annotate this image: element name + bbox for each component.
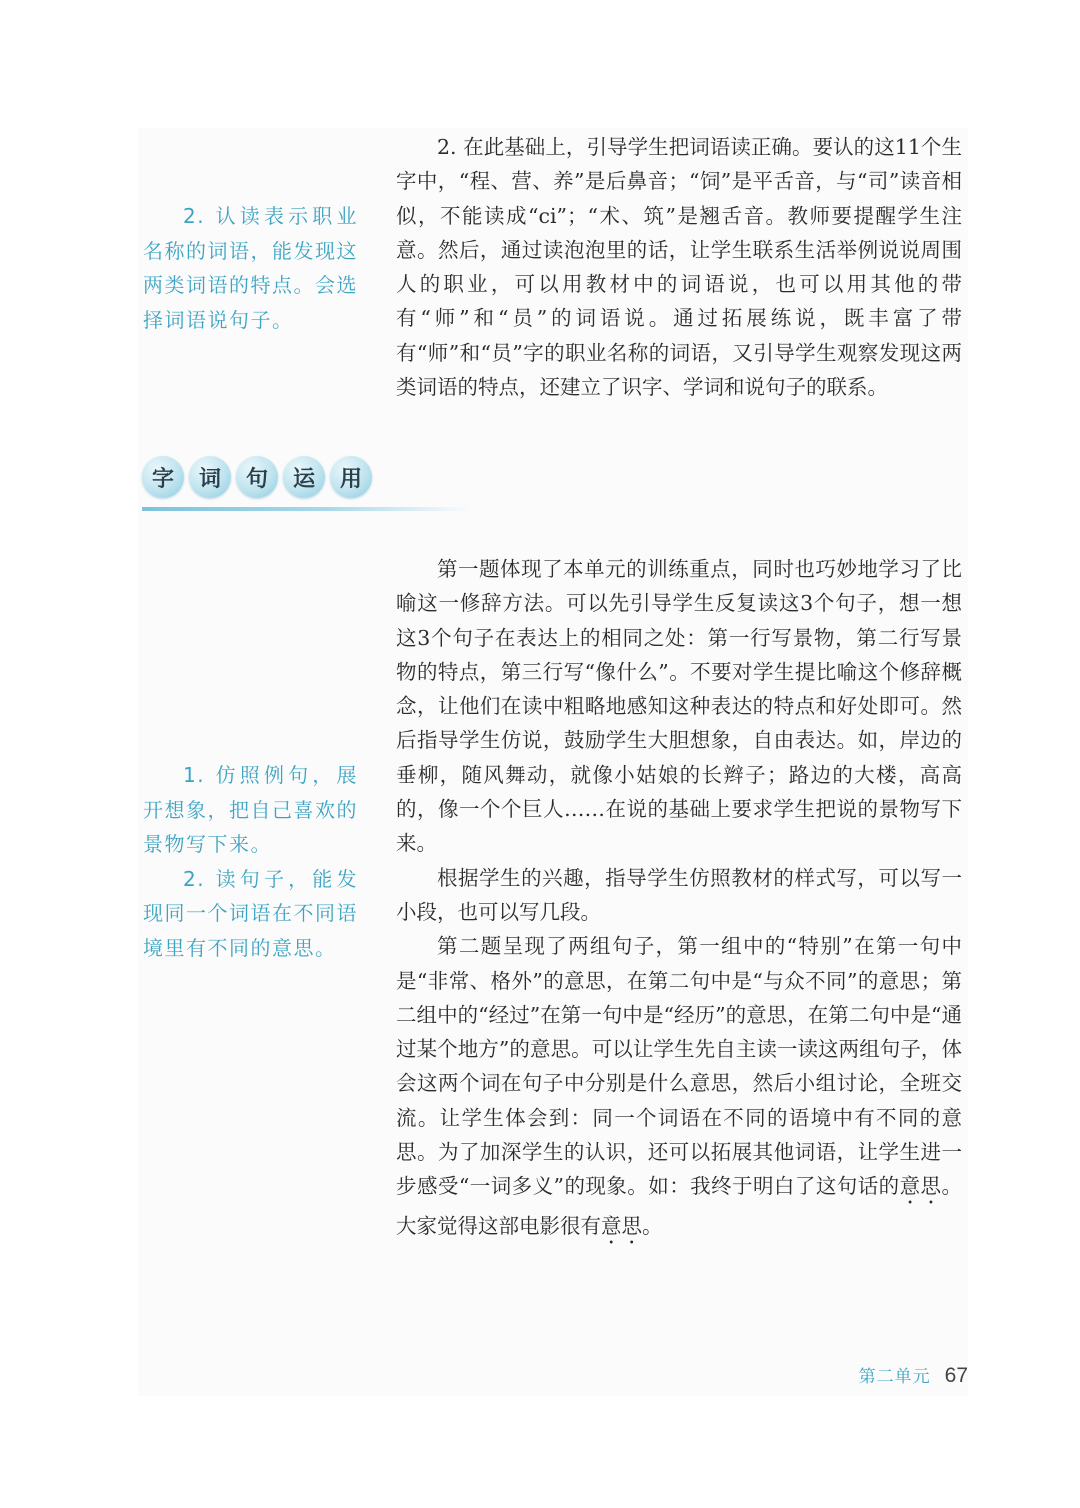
- heading-bubble-1: 字: [142, 456, 184, 498]
- paragraph-text-end: 。: [642, 1214, 663, 1239]
- body-text-top: [396, 130, 962, 404]
- heading-bubble-3: 句: [236, 456, 278, 498]
- heading-bubble-2: 词: [189, 456, 231, 498]
- margin-note-bottom: [143, 758, 358, 965]
- body-paragraph-2: 2. 在此基础上，引导学生把词语读正确。要认的这11个生字中，“程、营、养”是后鼻音；“饲”是平舌音，与“司”读音相似，不能读成“ci”；“术、筑”是翘舌音。教师要提醒学生注意。然后，通过读泡泡里的话，让学生联系生活举例说说周围人的职业，可以用教材中的词语说，也可以用其他的带有“师”和“员”的词语说。通过拓展练说，既丰富了带有“师”和“员”字的职业名称的词语，又引导学生观察发现这两类词语的特点，还建立了识字、学词和说句子的联系。: [396, 135, 962, 400]
- margin-note-2: 2. 认读表示职业名称的词语，能发现这两类词语的特点。会选择词语说句子。: [143, 204, 358, 332]
- section-heading: [142, 456, 372, 498]
- emphasized-word-2: 意思: [601, 1214, 642, 1239]
- heading-bubble-5: 用: [330, 456, 372, 498]
- body-paragraph-task-1: 第一题体现了本单元的训练重点，同时也巧妙地学习了比喻这一修辞方法。可以先引导学生反复读这3个句子，想一想这3个句子在表达上的相同之处：第一行写景物，第二行写景物的特点，第三行写“像什么”。不要对学生提比喻这个修辞概念，让他们在读中粗略地感知这种表达的特点和好处即可。然后指导学生仿说，鼓励学生大胆想象，自由表达。如，岸边的垂柳，随风舞动，就像小姑娘的长辫子；路边的大楼，高高的，像一个个巨人……在说的基础上要求学生把说的景物写下来。: [396, 557, 962, 856]
- page-footer: [820, 1362, 968, 1388]
- margin-note-task-2: 2. 读句子，能发现同一个词语在不同语境里有不同的意思。: [143, 866, 358, 960]
- page-number: 67: [944, 1364, 968, 1387]
- body-text-bottom: [396, 552, 962, 1249]
- section-underline: [142, 507, 472, 511]
- body-paragraph-task-2: [396, 929, 962, 1249]
- paragraph-text: 第二题呈现了两组句子，第一组中的“特别”在第一句中是“非常、格外”的意思，在第二句中是“与众不同”的意思；第二组中的“经过”在第一句中是“经历”的意思，在第二句中是“通过某个地方”的意思。可以让学生先自主读一读这两组句子，体会这两个词在句子中分别是什么意思，然后小组讨论，全班交流。让学生体会到：同一个词语在不同的语境中有不同的意思。为了加深学生的认识，还可以拓展其他词语，让学生进一步感受“一词多义”的现象。如：我终于明白了这句话的: [396, 934, 962, 1199]
- unit-label: 第二单元: [858, 1367, 931, 1387]
- heading-bubble-4: 运: [283, 456, 325, 498]
- paragraph-text-middle: 。大家觉得这部电影很有: [396, 1174, 963, 1239]
- margin-note-task-1: 1. 仿照例句，展开想象，把自己喜欢的景物写下来。: [143, 763, 358, 856]
- margin-note-top: [143, 199, 358, 337]
- emphasized-word-1: 意思: [899, 1174, 942, 1199]
- body-paragraph-writing: 根据学生的兴趣，指导学生仿照教材的样式写，可以写一小段，也可以写几段。: [396, 865, 962, 924]
